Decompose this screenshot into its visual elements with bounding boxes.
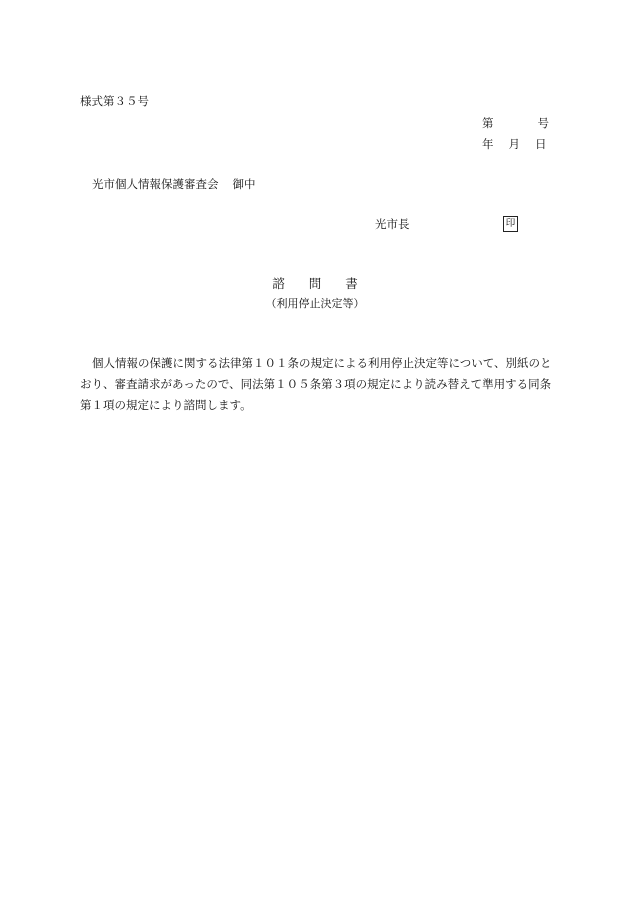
form-number: 様式第３５号 xyxy=(80,94,149,108)
document-date xyxy=(482,139,547,151)
addressee xyxy=(92,179,256,191)
addressee-honorific: 御中 xyxy=(232,177,256,191)
document-subtitle: （利用停止決定等） xyxy=(265,297,365,310)
addressee-name: 光市個人情報保護審査会 xyxy=(92,177,219,191)
sender-name: 光市長 xyxy=(375,217,410,231)
seal-mark: 印 xyxy=(503,216,518,232)
document-number-prefix: 第 xyxy=(482,116,494,130)
date-day: 日 xyxy=(535,137,547,151)
document-number xyxy=(482,118,549,130)
document-number-suffix: 号 xyxy=(537,116,549,130)
date-year: 年 xyxy=(482,137,494,151)
document-title: 諮問書 xyxy=(272,276,382,291)
body-paragraph xyxy=(80,353,552,416)
date-month: 月 xyxy=(508,137,520,151)
body-paragraph-text: 個人情報の保護に関する法律第１０１条の規定による利用停止決定等について、別紙のとおり、審査請求があったので、同法第１０５条第３項の規定により読み替えて準用する同条第１項の規定により諮問します。 xyxy=(80,356,552,412)
